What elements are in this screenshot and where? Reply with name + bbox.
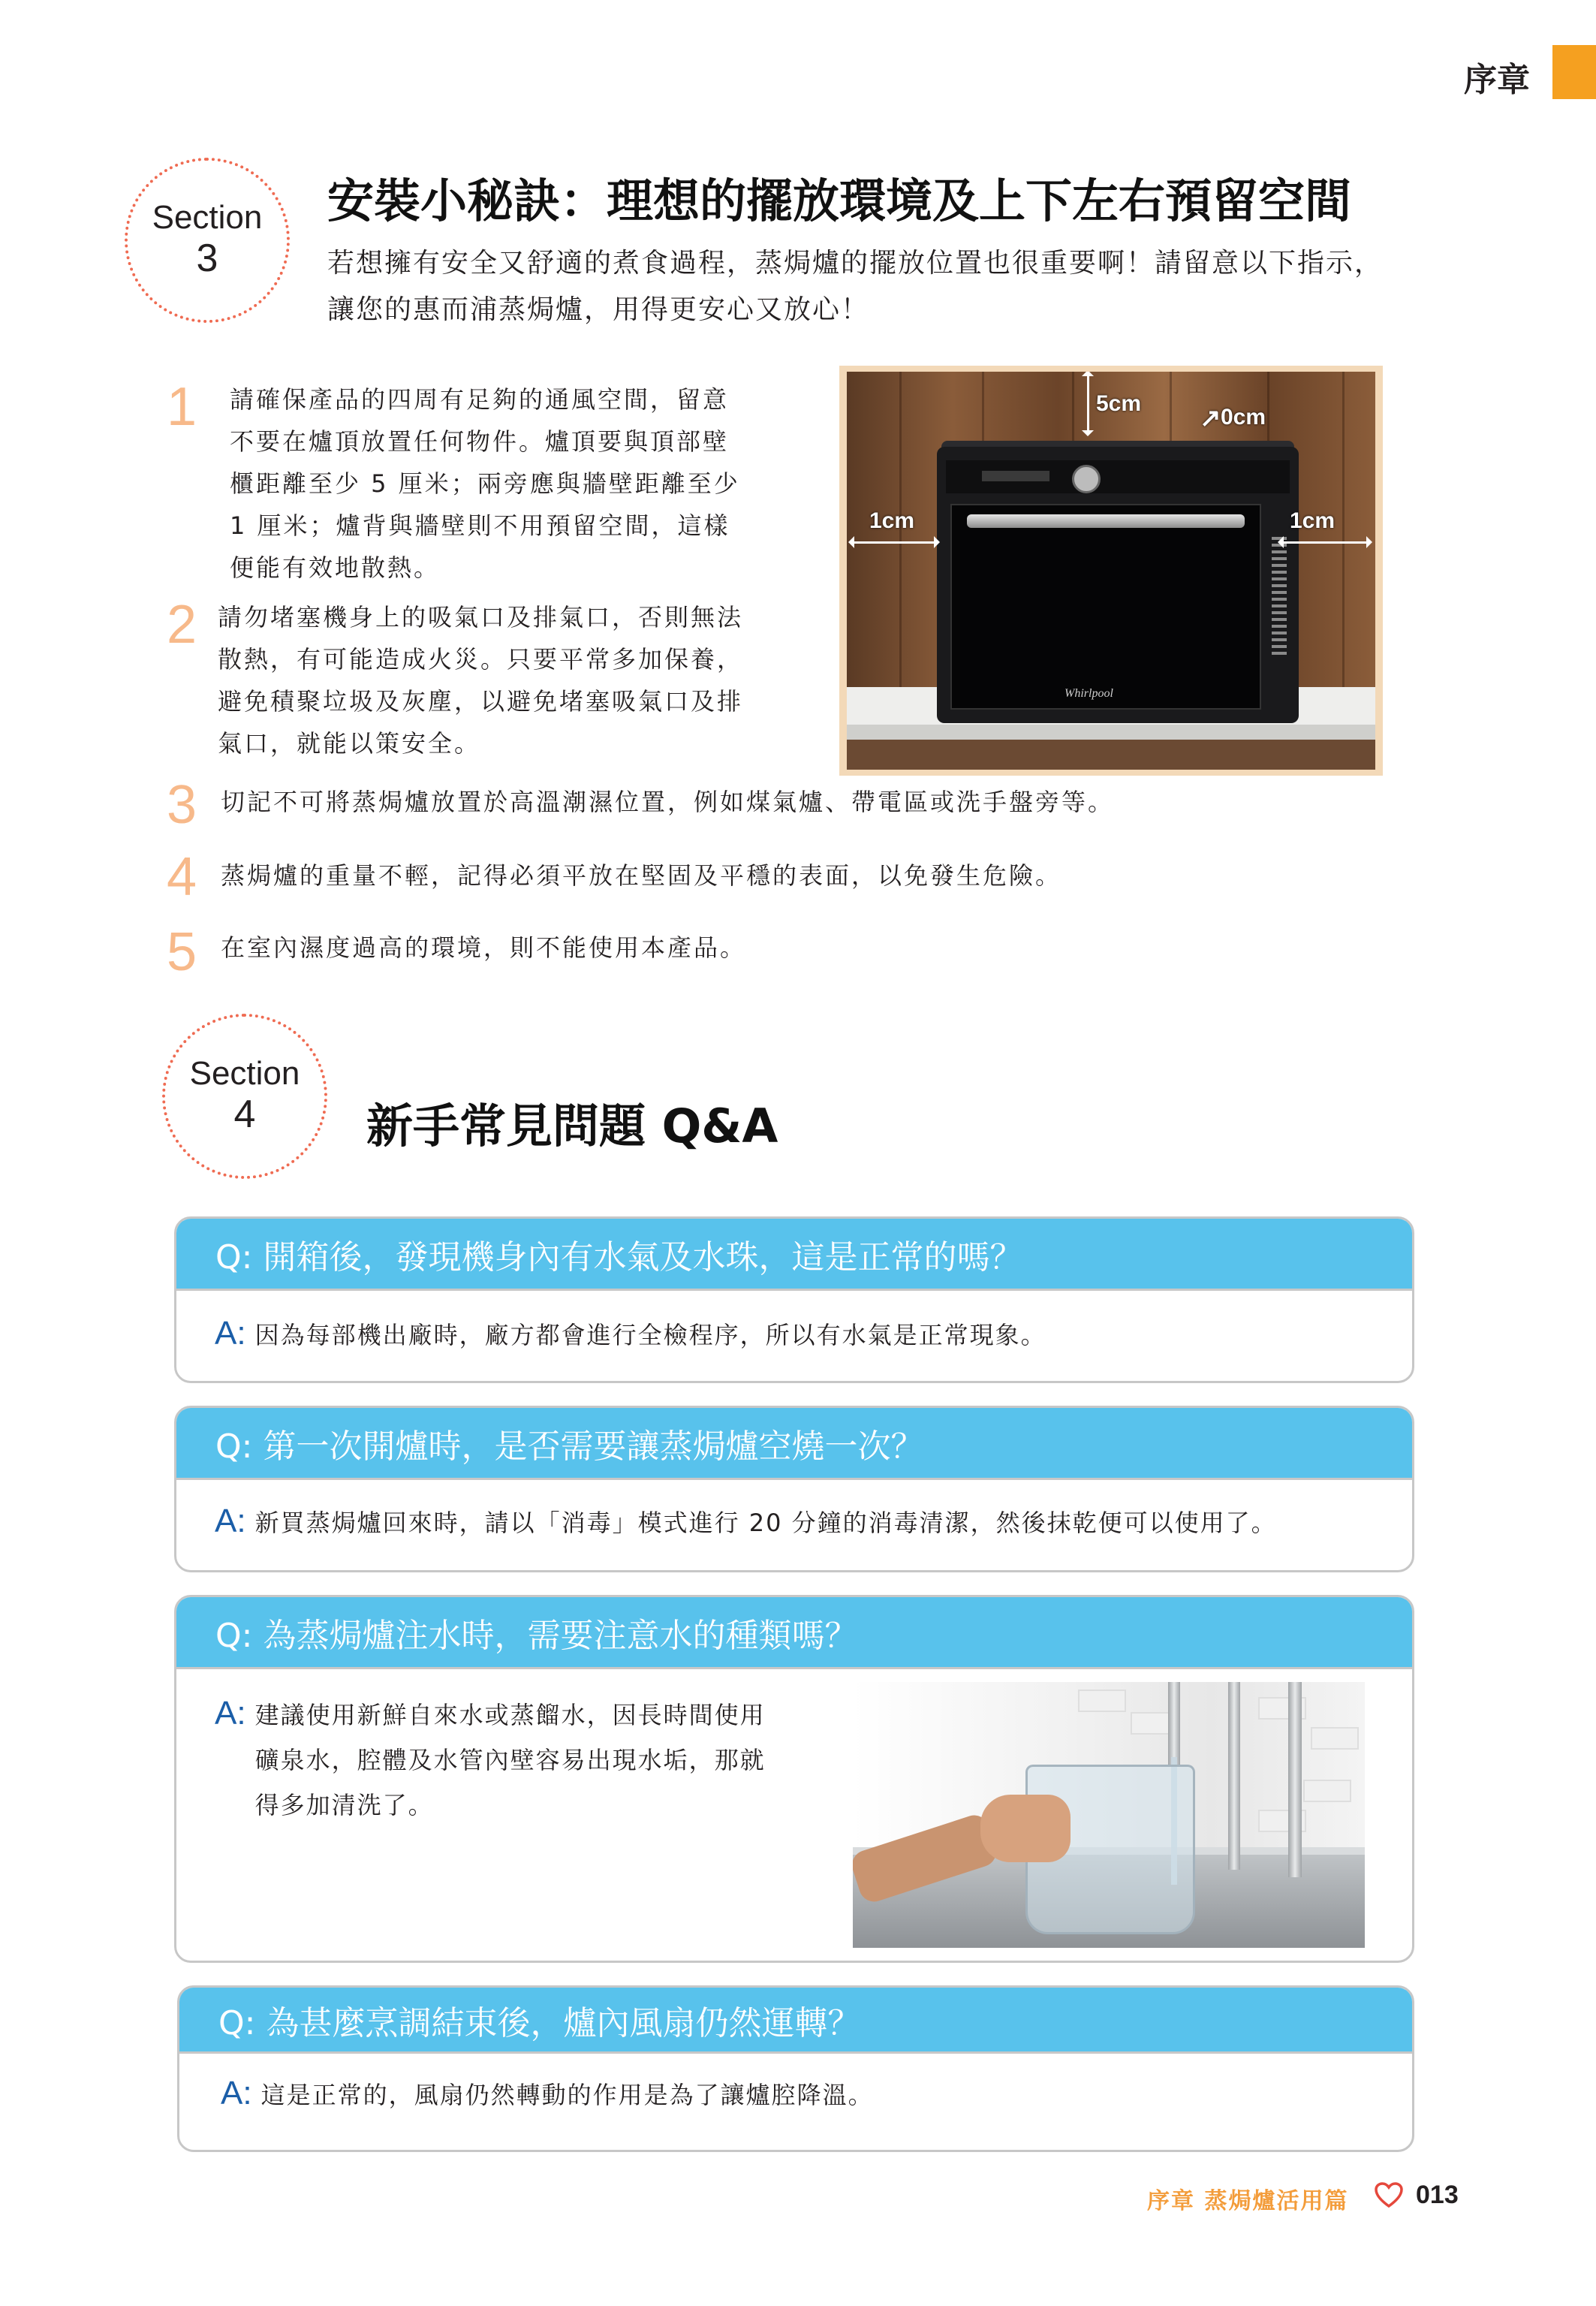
answer-prefix: A: — [221, 2075, 252, 2112]
right-clearance-arrow — [1284, 541, 1366, 544]
qa-question: Q: 為蒸焗爐注水時，需要注意水的種類嗎？ — [176, 1597, 1412, 1669]
right-clearance-label: 1cm — [1290, 508, 1336, 533]
oven-vent — [1272, 537, 1287, 657]
answer-text: 這是正常的，風扇仍然轉動的作用是為了讓爐腔降溫。 — [260, 2081, 874, 2109]
oven-brand-logo: Whirlpool — [1065, 687, 1113, 700]
tip-line: 櫃距離至少 5 厘米；兩旁應與牆壁距離至少 — [230, 469, 740, 498]
answer-line: 建議使用新鮮自來水或蒸餾水，因長時間使用 — [254, 1701, 766, 1729]
tip-number: 3 — [167, 775, 197, 835]
tip-line: 請確保產品的四周有足夠的通風空間，留意 — [230, 385, 730, 414]
top-clearance-arrow — [1087, 376, 1089, 430]
oven-display — [982, 471, 1049, 481]
top-clearance-label: 5cm — [1096, 391, 1142, 416]
oven-door — [950, 504, 1261, 710]
tip-3-text: 切記不可將蒸焗爐放置於高溫潮濕位置，例如煤氣爐、帶電區或洗手盤旁等。 — [221, 788, 1115, 816]
answer-text — [255, 1693, 766, 1828]
qa-question: Q: 開箱後，發現機身內有水氣及水珠，這是正常的嗎？ — [176, 1219, 1412, 1291]
answer-prefix: A: — [215, 1315, 246, 1352]
oven-photo-scene — [847, 372, 1375, 770]
tip-number: 2 — [167, 595, 197, 655]
section-4-title: 新手常見問題 Q&A — [366, 1099, 778, 1153]
tip-1-text — [230, 378, 740, 589]
qa-card — [174, 1406, 1414, 1572]
qa-question: Q: 為甚麼烹調結束後，爐內風扇仍然運轉？ — [179, 1988, 1412, 2054]
qa-answer — [221, 2072, 874, 2118]
tip-line: 避免積聚垃圾及灰塵，以避免堵塞吸氣口及排 — [218, 687, 744, 716]
answer-line: 得多加清洗了。 — [254, 1791, 434, 1819]
wall-tile — [1303, 1780, 1351, 1802]
chapter-tab-marker — [1552, 45, 1596, 99]
section-badge-word: Section — [152, 198, 263, 236]
intro-line: 讓您的惠而浦蒸焗爐，用得更安心又放心！ — [327, 294, 870, 325]
section-4-badge — [162, 1014, 327, 1179]
answer-prefix: A: — [215, 1695, 246, 1732]
qa-answer — [215, 1500, 1277, 1545]
back-clearance-arrow-icon: ↗ — [1200, 404, 1221, 433]
tip-2-text — [218, 596, 743, 764]
section-3-title: 安裝小秘訣：理想的擺放環境及上下左右預留空間 — [327, 173, 1352, 228]
back-clearance-label: 0cm — [1221, 405, 1266, 430]
tip-line: 氣口，就能以策安全。 — [218, 729, 481, 758]
tip-line: 散熱，有可能造成火災。只要平常多加保養， — [218, 645, 744, 674]
footer-running-title: 序章 蒸焗爐活用篇 — [1147, 2188, 1349, 2214]
cabinet-base — [847, 740, 1375, 770]
faucet-spout — [1168, 1682, 1180, 1765]
tip-line: 1 厘米；爐背與牆壁則不用預留空間，這樣 — [230, 511, 730, 540]
tip-line: 不要在爐頂放置任何物件。爐頂要與頂部壁 — [230, 427, 730, 456]
faucet-pipe — [1288, 1682, 1302, 1877]
oven-handle — [967, 514, 1245, 528]
tip-4-text: 蒸焗爐的重量不輕，記得必須平放在堅固及平穩的表面，以免發生危險。 — [221, 861, 1062, 890]
section-badge-number: 4 — [233, 1093, 256, 1137]
left-clearance-label: 1cm — [869, 508, 915, 533]
qa-card — [177, 1985, 1414, 2152]
wall-tile — [1078, 1690, 1126, 1712]
qa-answer — [215, 1693, 766, 1828]
oven-placement-photo — [839, 366, 1383, 776]
tip-number: 1 — [167, 377, 197, 437]
oven-knob — [1072, 465, 1101, 493]
section-3-badge — [125, 158, 290, 323]
answer-text: 因為每部機出廠時，廠方都會進行全檢程序，所以有水氣是正常現象。 — [254, 1321, 1046, 1349]
section-3-intro — [327, 240, 1383, 333]
tip-5-text: 在室內濕度過高的環境，則不能使用本產品。 — [221, 933, 747, 962]
section-badge-number: 3 — [196, 237, 218, 281]
qa-answer — [215, 1313, 1046, 1358]
tip-line: 請勿堵塞機身上的吸氣口及排氣口，否則無法 — [218, 603, 744, 632]
wall-tile — [1311, 1727, 1359, 1750]
page-number: 013 — [1416, 2181, 1459, 2209]
water-filling-photo — [853, 1682, 1365, 1948]
tip-line: 便能有效地散熱。 — [230, 553, 441, 582]
chapter-label: 序章 — [1464, 61, 1530, 99]
qa-card — [174, 1216, 1414, 1383]
answer-prefix: A: — [215, 1503, 246, 1539]
countertop-edge — [847, 725, 1375, 740]
hand — [980, 1795, 1071, 1862]
tip-number: 5 — [167, 922, 197, 982]
left-clearance-arrow — [854, 541, 934, 544]
faucet-pipe — [1228, 1682, 1240, 1870]
answer-line: 礦泉水，腔體及水管內壁容易出現水垢，那就 — [254, 1746, 766, 1774]
tip-number: 4 — [167, 847, 197, 907]
heart-icon — [1374, 2182, 1404, 2209]
answer-text: 新買蒸焗爐回來時，請以「消毒」模式進行 20 分鐘的消毒清潔，然後抹乾便可以使用了。 — [254, 1509, 1277, 1537]
section-badge-word: Section — [189, 1054, 300, 1092]
intro-line: 若想擁有安全又舒適的煮食過程，蒸焗爐的擺放位置也很重要啊！請留意以下指示， — [327, 248, 1384, 279]
qa-question: Q: 第一次開爐時，是否需要讓蒸焗爐空燒一次？ — [176, 1408, 1412, 1480]
